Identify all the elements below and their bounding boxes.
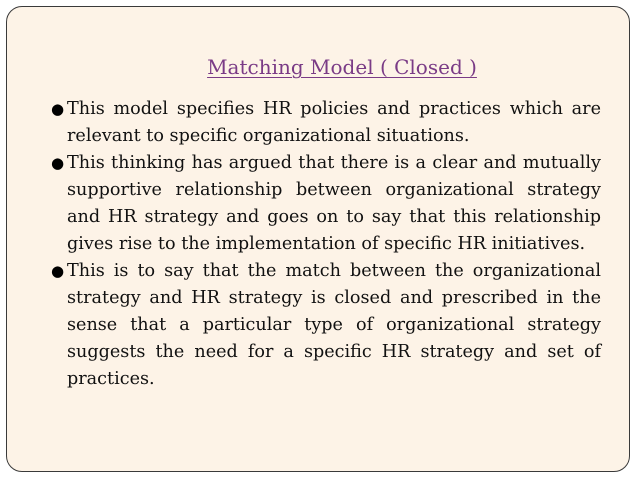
bullet-icon: ● bbox=[51, 262, 65, 280]
bullet-item bbox=[51, 150, 601, 258]
bullet-item bbox=[51, 258, 601, 393]
slide-title: Matching Model ( Closed ) bbox=[207, 55, 477, 79]
bullet-item bbox=[51, 96, 601, 150]
bullet-icon: ● bbox=[51, 154, 65, 172]
bullet-icon: ● bbox=[51, 100, 65, 118]
bullet-list bbox=[51, 96, 601, 393]
bullet-text: This thinking has argued that there is a clear and mutually supportive relationship between organizational strategy and HR strategy and goes on to say that this relationship gives rise to the implementation of specific HR initiatives. bbox=[67, 153, 601, 254]
slide-frame bbox=[6, 6, 630, 472]
bullet-text: This is to say that the match between the organizational strategy and HR strategy is closed and prescribed in the sense that a particular type of organizational strategy suggests the need for a specific HR strategy and set of practices. bbox=[67, 261, 601, 389]
bullet-text: This model specifies HR policies and practices which are relevant to specific organizational situations. bbox=[67, 99, 601, 146]
